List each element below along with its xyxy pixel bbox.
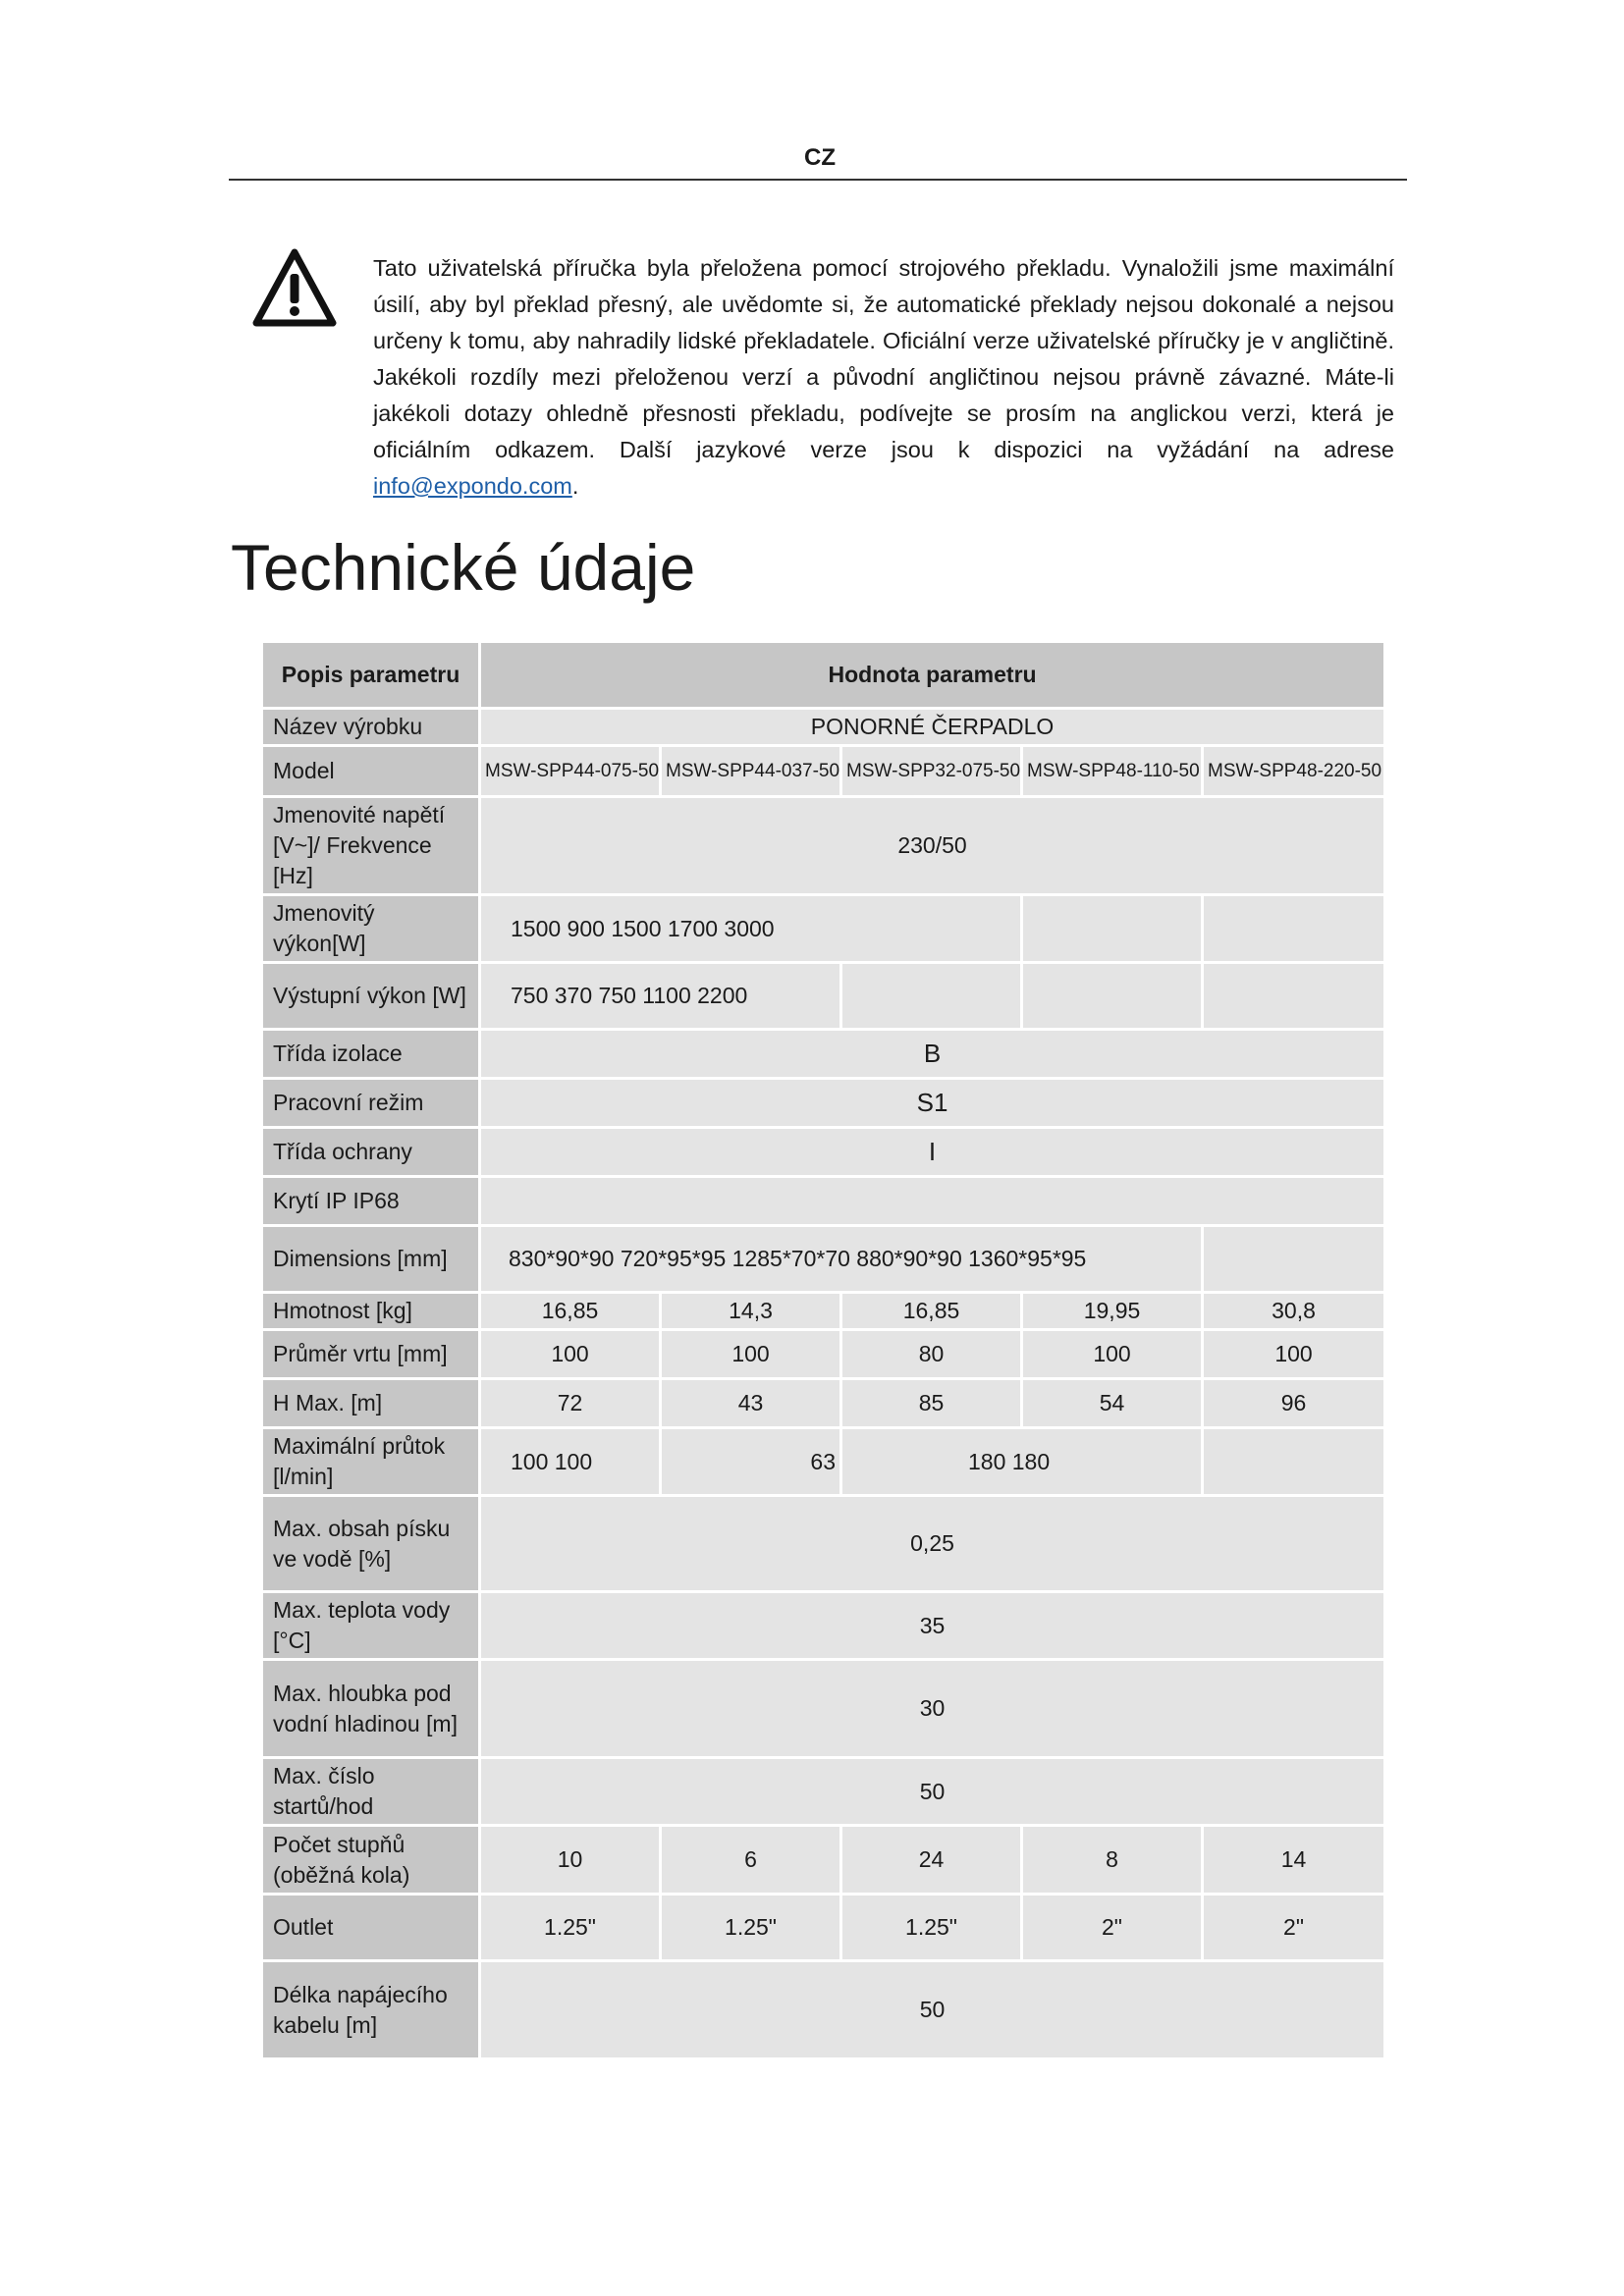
page-language-label: CZ (804, 144, 836, 171)
row-value: 180 180 (841, 1428, 1203, 1496)
row-label: Název výrobku (262, 709, 480, 746)
row-value: B (480, 1030, 1385, 1079)
table-row (262, 709, 1385, 746)
row-value: 830*90*90 720*95*95 1285*70*70 880*90*90 1360*95*95 (480, 1226, 1203, 1293)
cell: 16,85 (841, 1293, 1022, 1330)
notice-text: Tato uživatelská příručka byla přeložena pomocí strojového překladu. Vynaložili jsme maximální úsilí, aby byl překlad přesný, ale uvědomte si, že automatické překlady nejsou dokonalé a nejsou určeny k tomu, aby nahradily lidské překladatele. Oficiální verze uživatelské příručky je v angličtině. Jakékoli rozdíly mezi přeloženou verzí a původní angličtinou nejsou právně závazné. Máte-li jakékoli dotazy ohledně přesnosti překladu, podívejte se prosím na anglickou verzi, která je oficiálním odkazem. Další jazykové verze jsou k dispozici na vyžádání na adrese (373, 255, 1394, 462)
translation-notice (373, 250, 1394, 505)
table-row (262, 963, 1385, 1030)
row-value: 30 (480, 1660, 1385, 1758)
cell: 96 (1203, 1379, 1385, 1428)
row-value: 230/50 (480, 797, 1385, 895)
row-label: Max. obsah písku ve vodě [%] (262, 1496, 480, 1592)
cell: 14,3 (661, 1293, 841, 1330)
row-value: 100 100 (480, 1428, 661, 1496)
cell: 43 (661, 1379, 841, 1428)
cell: 8 (1022, 1826, 1203, 1895)
spec-table (260, 640, 1386, 2060)
cell: 100 (661, 1330, 841, 1379)
empty-cell (1203, 895, 1385, 963)
cell: 10 (480, 1826, 661, 1895)
row-value: S1 (480, 1079, 1385, 1128)
model-cell: MSW-SPP44-037-50 (661, 746, 841, 797)
cell: 2" (1022, 1895, 1203, 1961)
model-cell: MSW-SPP32-075-50 (841, 746, 1022, 797)
cell: 14 (1203, 1826, 1385, 1895)
table-row (262, 1330, 1385, 1379)
cell: 24 (841, 1826, 1022, 1895)
row-label: Max. hloubka pod vodní hladinou [m] (262, 1660, 480, 1758)
cell: 2" (1203, 1895, 1385, 1961)
model-cell: MSW-SPP48-220-50 (1203, 746, 1385, 797)
row-value: 0,25 (480, 1496, 1385, 1592)
row-label: Hmotnost [kg] (262, 1293, 480, 1330)
row-label: H Max. [m] (262, 1379, 480, 1428)
cell: 85 (841, 1379, 1022, 1428)
empty-cell (1203, 963, 1385, 1030)
empty-cell (1022, 895, 1203, 963)
row-label: Outlet (262, 1895, 480, 1961)
page-title: Technické údaje (231, 531, 696, 604)
header-value: Hodnota parametru (480, 642, 1385, 709)
notice-tail: . (571, 473, 579, 499)
row-label: Model (262, 746, 480, 797)
row-label: Třída izolace (262, 1030, 480, 1079)
cell: 1.25" (661, 1895, 841, 1961)
row-label: Délka napájecího kabelu [m] (262, 1961, 480, 2059)
row-label: Maximální průtok [l/min] (262, 1428, 480, 1496)
row-value: 750 370 750 1100 2200 (480, 963, 841, 1030)
table-row (262, 746, 1385, 797)
row-value: I (480, 1128, 1385, 1177)
model-cell: MSW-SPP48-110-50 (1022, 746, 1203, 797)
row-label: Krytí IP IP68 (262, 1177, 480, 1226)
row-label: Výstupní výkon [W] (262, 963, 480, 1030)
row-value: 35 (480, 1592, 1385, 1660)
table-row (262, 797, 1385, 895)
row-label: Pracovní režim (262, 1079, 480, 1128)
empty-cell (480, 1177, 1385, 1226)
cell: 30,8 (1203, 1293, 1385, 1330)
table-row (262, 1293, 1385, 1330)
table-row (262, 1758, 1385, 1826)
cell: 16,85 (480, 1293, 661, 1330)
header-divider (229, 179, 1407, 181)
cell: 100 (480, 1330, 661, 1379)
email-link[interactable]: info@expondo.com (373, 473, 572, 499)
row-label: Průměr vrtu [mm] (262, 1330, 480, 1379)
table-row (262, 1030, 1385, 1079)
empty-cell (1022, 963, 1203, 1030)
cell: 72 (480, 1379, 661, 1428)
model-cell: MSW-SPP44-075-50 (480, 746, 661, 797)
row-value: 50 (480, 1758, 1385, 1826)
table-row (262, 1895, 1385, 1961)
table-row (262, 1379, 1385, 1428)
table-row (262, 1079, 1385, 1128)
table-row (262, 1128, 1385, 1177)
cell: 1.25" (841, 1895, 1022, 1961)
row-value: 63 (661, 1428, 841, 1496)
row-label: Max. teplota vody [°C] (262, 1592, 480, 1660)
header-param: Popis parametru (262, 642, 480, 709)
row-value: 1500 900 1500 1700 3000 (480, 895, 1022, 963)
table-row (262, 1826, 1385, 1895)
row-label: Max. číslo startů/hod (262, 1758, 480, 1826)
table-row (262, 1226, 1385, 1293)
row-label: Dimensions [mm] (262, 1226, 480, 1293)
table-row (262, 1496, 1385, 1592)
row-label: Třída ochrany (262, 1128, 480, 1177)
empty-cell (1203, 1428, 1385, 1496)
cell: 100 (1022, 1330, 1203, 1379)
cell: 19,95 (1022, 1293, 1203, 1330)
table-row (262, 1660, 1385, 1758)
table-row (262, 895, 1385, 963)
cell: 100 (1203, 1330, 1385, 1379)
table-row (262, 1428, 1385, 1496)
empty-cell (841, 963, 1022, 1030)
row-label: Jmenovitý výkon[W] (262, 895, 480, 963)
empty-cell (1203, 1226, 1385, 1293)
cell: 54 (1022, 1379, 1203, 1428)
row-value: 50 (480, 1961, 1385, 2059)
table-row (262, 1177, 1385, 1226)
cell: 1.25" (480, 1895, 661, 1961)
cell: 80 (841, 1330, 1022, 1379)
table-header-row (262, 642, 1385, 709)
row-value: PONORNÉ ČERPADLO (480, 709, 1385, 746)
warning-icon (252, 248, 337, 327)
table-row (262, 1592, 1385, 1660)
table-row (262, 1961, 1385, 2059)
row-label: Jmenovité napětí [V~]/ Frekvence [Hz] (262, 797, 480, 895)
cell: 6 (661, 1826, 841, 1895)
row-label: Počet stupňů (oběžná kola) (262, 1826, 480, 1895)
